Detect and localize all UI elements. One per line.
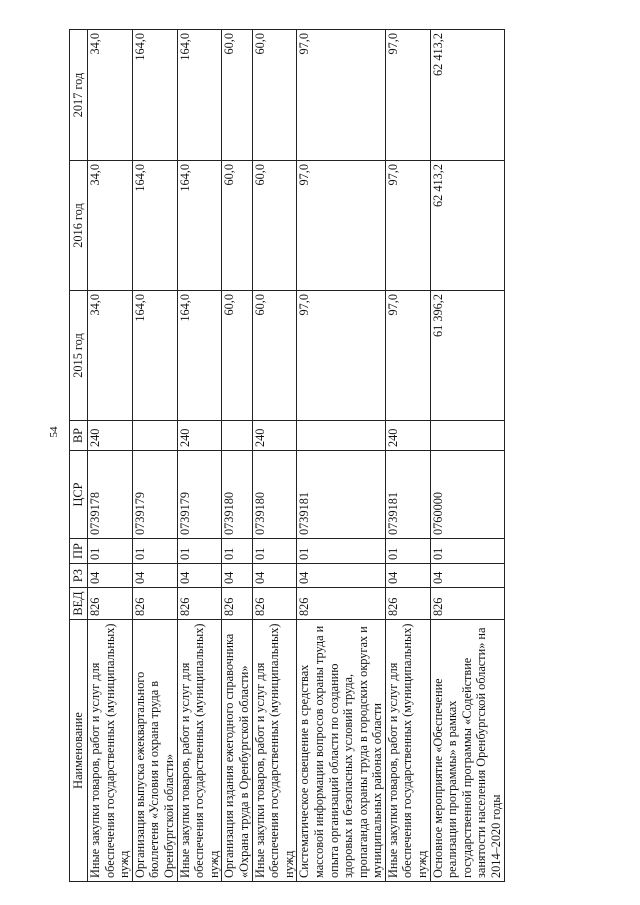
cell-ved: 826 [88, 588, 133, 620]
table-row [297, 30, 386, 882]
page-number: 54 [48, 426, 60, 438]
cell-rz: 04 [385, 564, 430, 588]
cell-vr [132, 421, 177, 451]
cell-2015: 97,0 [385, 291, 430, 421]
cell-2016: 97,0 [385, 161, 430, 291]
table-row [385, 30, 430, 882]
cell-csr: 0739181 [297, 451, 386, 539]
rotated-page [69, 30, 591, 882]
cell-ved: 826 [430, 588, 504, 620]
cell-ved: 826 [132, 588, 177, 620]
cell-2016: 34,0 [88, 161, 133, 291]
header-ved: ВЕД [70, 588, 88, 620]
cell-name: Организация выпуска ежеквартального бюллетеня «Условия и охрана труда в Оренбургской области» [132, 620, 177, 882]
cell-csr: 0739180 [252, 451, 297, 539]
cell-ved: 826 [385, 588, 430, 620]
table-row [252, 30, 297, 882]
cell-2015: 61 396,2 [430, 291, 504, 421]
cell-name: Иные закупки товаров, работ и услуг для обеспечения государственных (муниципальных) нужд [177, 620, 222, 882]
cell-2016: 97,0 [297, 161, 386, 291]
cell-csr: 0739179 [177, 451, 222, 539]
cell-csr: 0739180 [222, 451, 252, 539]
cell-pr: 01 [297, 539, 386, 564]
header-name: Наименование [70, 620, 88, 882]
cell-2016: 62 413,2 [430, 161, 504, 291]
cell-csr: 0739181 [385, 451, 430, 539]
cell-2016: 164,0 [132, 161, 177, 291]
cell-pr: 01 [222, 539, 252, 564]
table-row [430, 30, 504, 882]
cell-vr: 240 [177, 421, 222, 451]
cell-2015: 164,0 [177, 291, 222, 421]
cell-2015: 97,0 [297, 291, 386, 421]
cell-rz: 04 [222, 564, 252, 588]
header-csr: ЦСР [70, 451, 88, 539]
cell-rz: 04 [88, 564, 133, 588]
cell-2015: 164,0 [132, 291, 177, 421]
cell-name: Иные закупки товаров, работ и услуг для обеспечения государственных (муниципальных) нужд [385, 620, 430, 882]
cell-2016: 60,0 [252, 161, 297, 291]
cell-name: Основное мероприятие «Обеспечение реализации программы» в рамках государственной программы «Содействие занятости населения Оренбургской области» на 2014–2020 годы [430, 620, 504, 882]
header-rz: РЗ [70, 564, 88, 588]
cell-csr: 0739178 [88, 451, 133, 539]
table-row [222, 30, 252, 882]
cell-vr: 240 [88, 421, 133, 451]
cell-vr [297, 421, 386, 451]
table-row [132, 30, 177, 882]
cell-rz: 04 [177, 564, 222, 588]
cell-ved: 826 [297, 588, 386, 620]
cell-pr: 01 [88, 539, 133, 564]
header-pr: ПР [70, 539, 88, 564]
cell-csr: 0760000 [430, 451, 504, 539]
cell-vr: 240 [252, 421, 297, 451]
cell-name: Иные закупки товаров, работ и услуг для обеспечения государственных (муниципальных) нужд [252, 620, 297, 882]
header-2015: 2015 год [70, 291, 88, 421]
header-row [70, 30, 88, 882]
cell-2017: 97,0 [385, 30, 430, 161]
cell-ved: 826 [222, 588, 252, 620]
header-2017: 2017 год [70, 30, 88, 161]
cell-2017: 164,0 [177, 30, 222, 161]
cell-2017: 60,0 [252, 30, 297, 161]
cell-2016: 60,0 [222, 161, 252, 291]
header-2016: 2016 год [70, 161, 88, 291]
cell-name: Систематическое освещение в средствах массовой информации вопросов охраны труда и опыта организаций области по созданию здоровых и безопасных условий труда, пропаганда охраны труда в городских округах и муниципальных районах области [297, 620, 386, 882]
cell-2016: 164,0 [177, 161, 222, 291]
cell-csr: 0739179 [132, 451, 177, 539]
cell-2017: 164,0 [132, 30, 177, 161]
cell-rz: 04 [252, 564, 297, 588]
cell-2017: 62 413,2 [430, 30, 504, 161]
cell-name: Иные закупки товаров, работ и услуг для обеспечения государственных (муниципальных) нужд [88, 620, 133, 882]
cell-2015: 34,0 [88, 291, 133, 421]
cell-2017: 34,0 [88, 30, 133, 161]
cell-2015: 60,0 [252, 291, 297, 421]
cell-ved: 826 [252, 588, 297, 620]
cell-name: Организация издания ежегодного справочника «Охрана труда в Оренбургской области» [222, 620, 252, 882]
cell-2017: 60,0 [222, 30, 252, 161]
cell-pr: 01 [252, 539, 297, 564]
cell-2017: 97,0 [297, 30, 386, 161]
cell-rz: 04 [297, 564, 386, 588]
cell-pr: 01 [385, 539, 430, 564]
header-vr: ВР [70, 421, 88, 451]
table-row [88, 30, 133, 882]
cell-pr: 01 [177, 539, 222, 564]
cell-vr [222, 421, 252, 451]
cell-pr: 01 [430, 539, 504, 564]
budget-table [69, 29, 505, 882]
cell-vr [430, 421, 504, 451]
cell-vr: 240 [385, 421, 430, 451]
cell-pr: 01 [132, 539, 177, 564]
cell-2015: 60,0 [222, 291, 252, 421]
cell-rz: 04 [132, 564, 177, 588]
cell-ved: 826 [177, 588, 222, 620]
table-row [177, 30, 222, 882]
cell-rz: 04 [430, 564, 504, 588]
